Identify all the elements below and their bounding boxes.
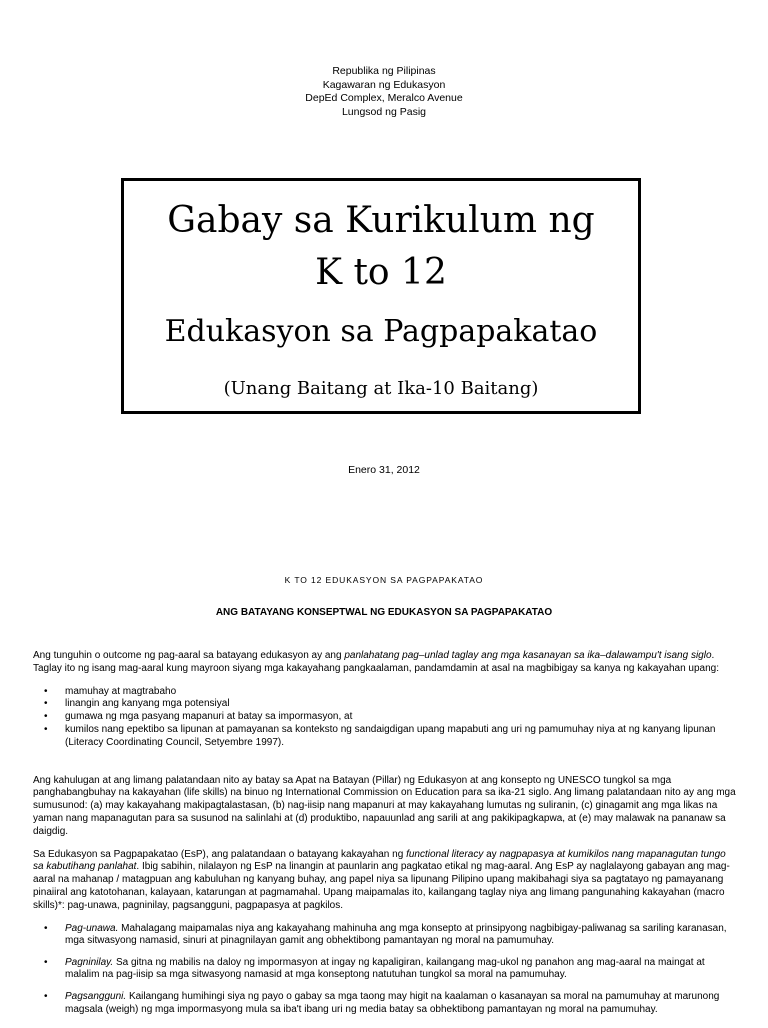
- header-department: Kagawaran ng Edukasyon: [322, 78, 446, 91]
- list-item: • Pagninilay. Sa gitna ng mabilis na daloy ng impormasyon at ingay ng kapaligiran, kailangang mag-ukol ng panahon ang mag-aaral na maingat at malalim na pag-iisip sa mga sitwasyong namasid at mga konseptong natutuhan tungkol sa moral na pamumuhay.: [65, 957, 736, 983]
- list-item: • Pag-unawa. Mahalagang maipamalas niya ang kakayahang mahinuha ang mga konsepto at prinsipyong nagbibigay-paliwanag sa sariling karanasan, mga sitwasyong namasid, sinuri at pinagnilayan gamit ang obhektibong pamantayan ng moral na pamumuhay.: [65, 923, 736, 949]
- document-header: [0, 65, 768, 119]
- section-heading: ANG BATAYANG KONSEPTWAL NG EDUKASYON SA PAGPAPAKATAO: [215, 607, 553, 618]
- title-box: [121, 178, 641, 414]
- list-item: • gumawa ng mga pasyang mapanuri at batay sa impormasyon, at: [65, 711, 736, 724]
- paragraph-esp: Sa Edukasyon sa Pagpapakatao (EsP), ang palatandaan o batayang kakayahan ng functional literacy ay nagpapasya at kumikilos nang mapanagutan tungo sa kabutihang panlahat. Ibig sabihin, nilalayon ng EsP na linangin at paunlarin ang pagkatao etikal ng mag-aaral. Ang EsP ay naglalayong gabayan ang mag-aaral na mahanap / matagpuan ang kabuluhan ng kanyang buhay, ang papel niya sa lipunang Pilipino upang makibahagi siya sa pagtatayo ng pamayanang pinaiiral ang katotohanan, kalayaan, katarungan at pagmamahal. Upang maipamalas ito, kailangang taglay niya ang limang pangunahing kakayahan (macro skills)*: pag-unawa, pagninilay, pagsangguni, pagpapasya at pagkilos.: [33, 848, 730, 911]
- paragraph-pillars: Ang kahulugan at ang limang palatandaan nito ay batay sa Apat na Batayan (Pillar) ng Edukasyon at ang konsepto ng UNESCO tungkol sa mga panghabangbuhay na kakayahan (life skills) na binuo ng International Commission on Education para sa ika-21 siglo. Ang limang palatandaan nito ay ang mga sumusunod: (a) may kakayahang makipagtalastasan, (b) nag-iisip nang mapanuri at may kakayahang lumutas ng suliranin, (c) ginagamit ang mga likas na yaman nang mapanagutan para sa susunod na salinlahi at (d) produktibo, napauunlad ang sarili at ang pakikipagkapwa, at (e) may malawak na pananaw sa daigdig.: [33, 774, 736, 837]
- title-grade-range: (Unang Baitang at Ika-10 Baitang): [223, 378, 539, 399]
- document-date: Enero 31, 2012: [348, 464, 420, 476]
- list-item: • kumilos nang epektibo sa lipunan at pamayanan sa konteksto ng sandaigdigan upang mapabuti ang uri ng pamumuhay niya at ng kanyang lipunan (Literacy Coordinating Council, Setyembre 1997).: [65, 724, 736, 750]
- outcome-list: [33, 686, 736, 750]
- paragraph-outcome: Ang tunguhin o outcome ng pag-aaral sa batayang edukasyon ay ang panlahatang pag–unlad taglay ang mga kasanayan sa ika–dalawampu't isang siglo. Taglay ito ng isang mag-aaral kung mayroon siyang mga kakayahang pangkaalaman, pandamdamin at asal na magbibigay sa kanya ng kakayahan upang:: [33, 650, 719, 674]
- list-item: • Pagsangguni. Kailangang humihingi siya ng payo o gabay sa mga taong may higit na kaalaman o kasanayan sa moral na pamumuhay at marunong magsala (weigh) ng mga impormasyong mula sa iba't ibang uri ng media batay sa obhektibong pamantayan ng moral na pamumuhay.: [65, 991, 736, 1017]
- section-label: K TO 12 EDUKASYON SA PAGPAPAKATAO: [284, 575, 484, 585]
- document-body: [33, 650, 736, 1028]
- macro-skills-list: [33, 923, 736, 1017]
- title-subject: Edukasyon sa Pagpapakatao: [164, 314, 598, 349]
- list-item: • mamuhay at magtrabaho: [65, 686, 736, 699]
- list-item: • linangin ang kanyang mga potensiyal: [65, 698, 736, 711]
- header-republic: Republika ng Pilipinas: [332, 65, 436, 77]
- title-line-2: K to 12: [315, 252, 447, 293]
- title-line-1: Gabay sa Kurikulum ng: [167, 200, 595, 241]
- header-city: Lungsod ng Pasig: [341, 105, 427, 118]
- header-address: DepEd Complex, Meralco Avenue: [305, 92, 463, 104]
